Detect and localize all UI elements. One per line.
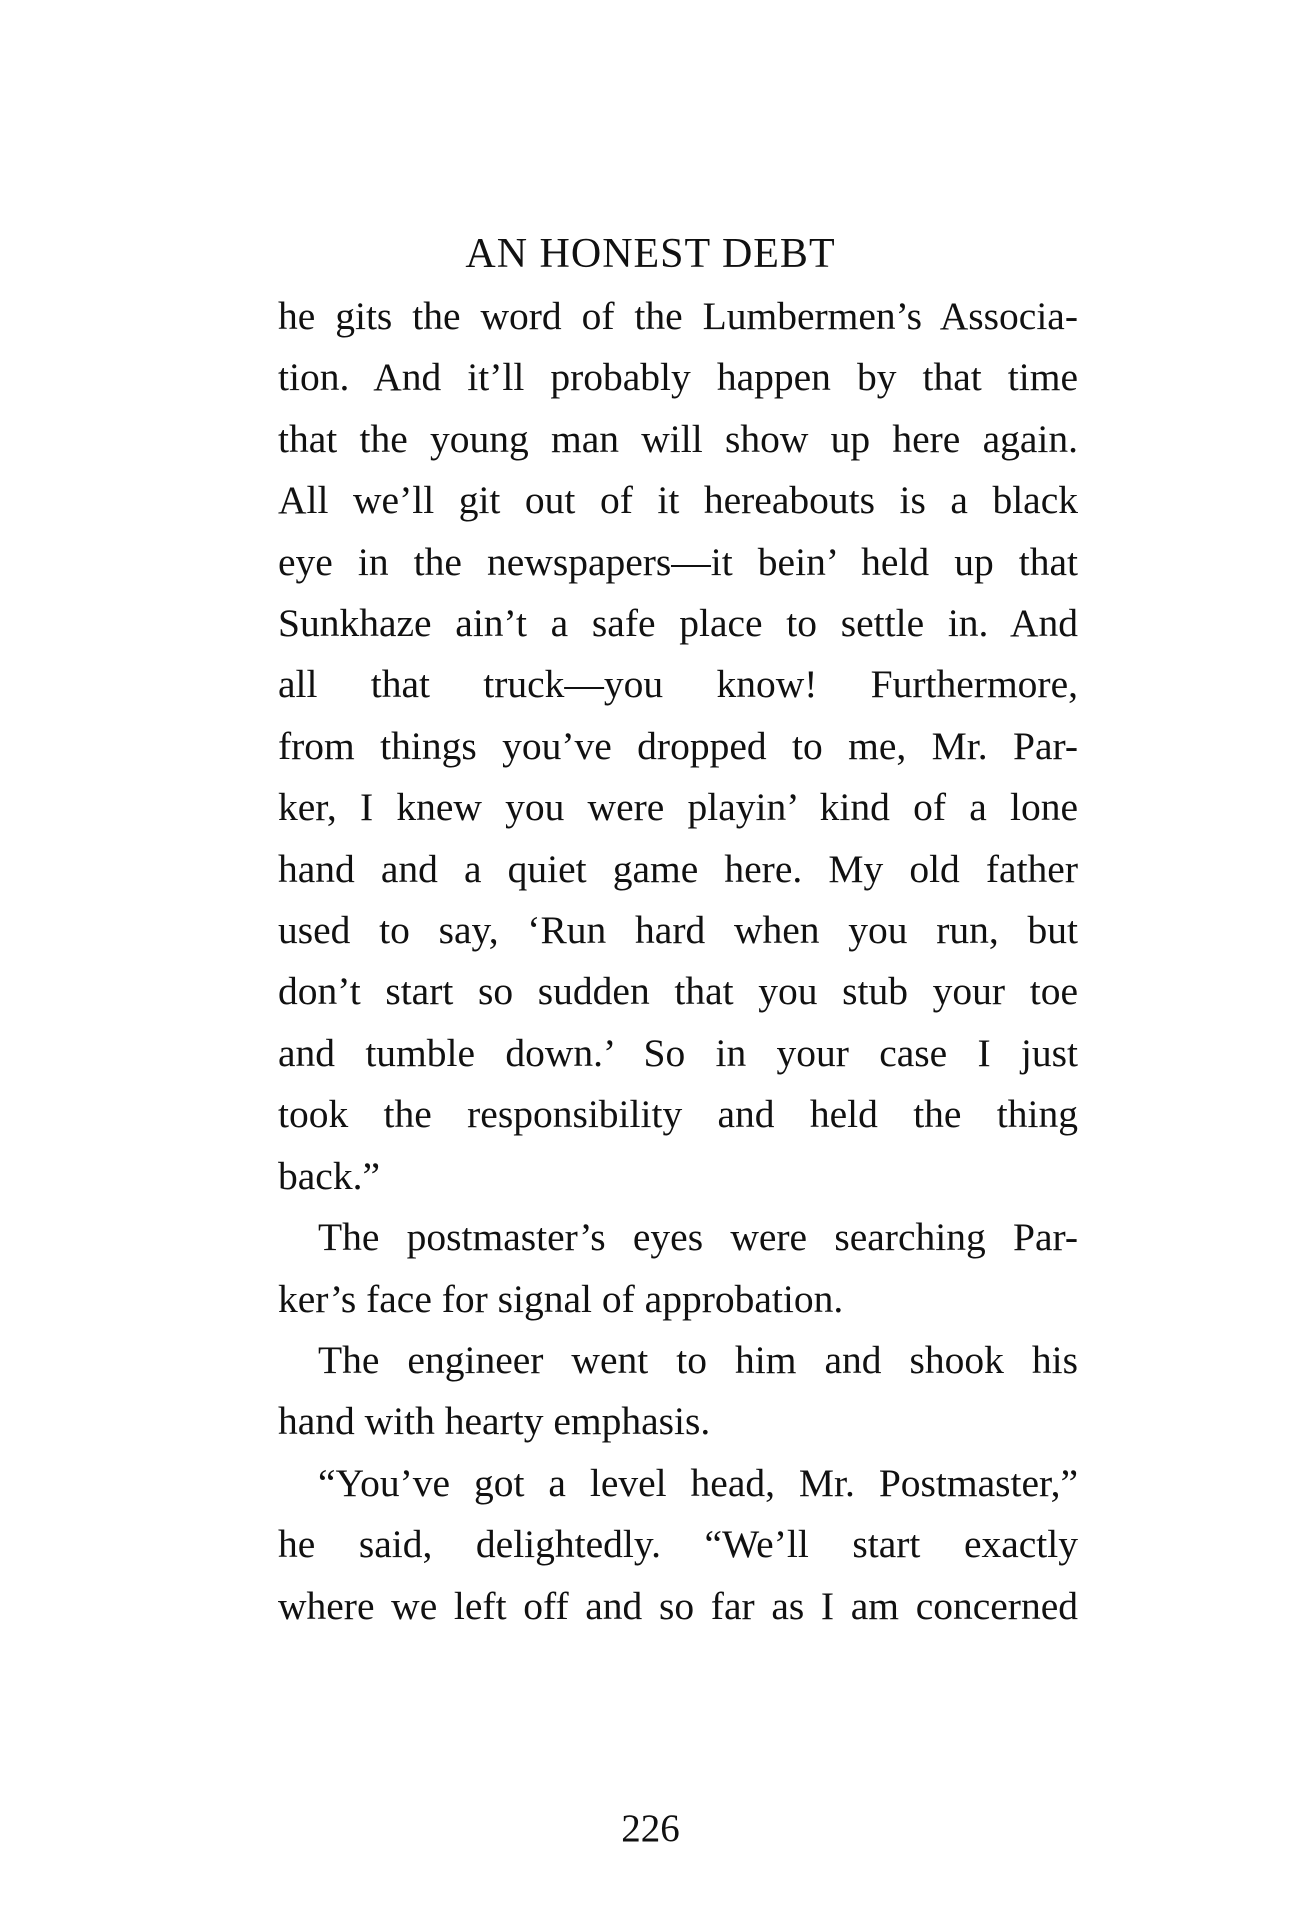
text-line: hand with hearty emphasis.	[278, 1399, 711, 1444]
page-number: 226	[621, 1807, 680, 1850]
text-line: eye in the newspapers—it bein’ held up that	[278, 539, 1078, 584]
text-line: “You’ve got a level head, Mr. Postmaster,”	[318, 1460, 1078, 1505]
text-line: Sunkhaze ain’t a safe place to settle in. And	[278, 601, 1078, 646]
text-line: where we left off and so far as I am concerned	[278, 1583, 1078, 1628]
text-line: don’t start so sudden that you stub your toe	[278, 969, 1078, 1014]
text-line: hand and a quiet game here. My old father	[278, 846, 1078, 891]
body-text	[278, 286, 1078, 1637]
text-line: ker, I knew you were playin’ kind of a lone	[278, 785, 1078, 830]
text-line: All we’ll git out of it hereabouts is a black	[278, 478, 1078, 523]
running-head: AN HONEST DEBT	[465, 231, 836, 277]
text-line: tion. And it’ll probably happen by that time	[278, 355, 1078, 400]
text-line: he gits the word of the Lumbermen’s Associa-	[278, 294, 1078, 338]
text-line: back.”	[278, 1153, 380, 1198]
text-line: The engineer went to him and shook his	[318, 1337, 1078, 1382]
text-line: The postmaster’s eyes were searching Par-	[318, 1215, 1078, 1260]
text-line: from things you’ve dropped to me, Mr. Par-	[278, 723, 1078, 768]
text-line: that the young man will show up here again.	[278, 416, 1078, 461]
text-line: took the responsibility and held the thing	[278, 1092, 1078, 1137]
text-line: all that truck—you know! Furthermore,	[278, 662, 1078, 707]
text-line: used to say, ‘Run hard when you run, but	[278, 908, 1078, 953]
text-line: ker’s face for signal of approbation.	[278, 1276, 844, 1321]
text-line: he said, delightedly. “We’ll start exactly	[278, 1522, 1078, 1567]
text-line: and tumble down.’ So in your case I just	[278, 1030, 1078, 1075]
